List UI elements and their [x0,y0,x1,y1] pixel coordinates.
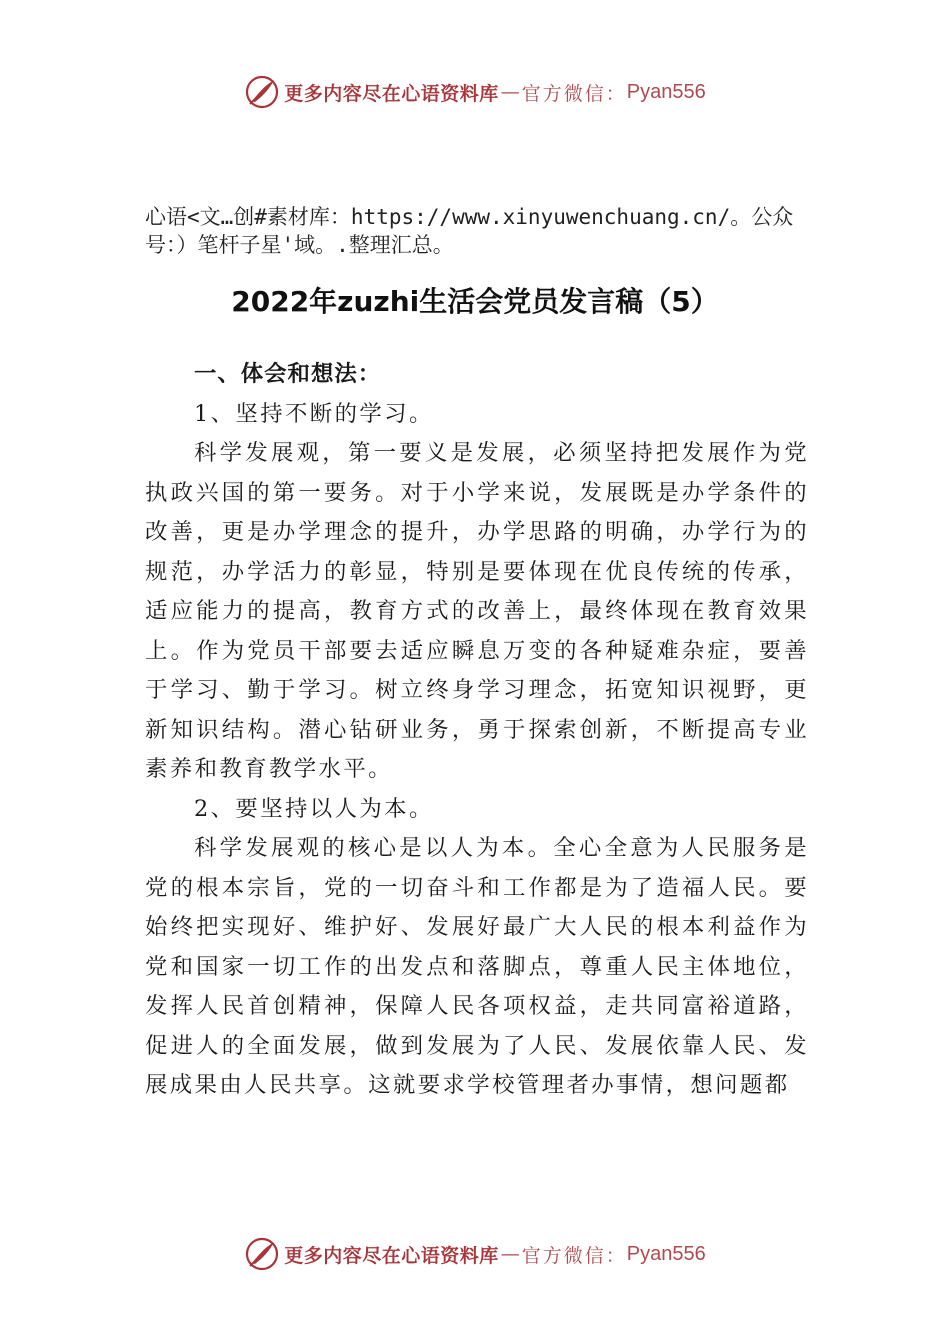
banner-wechat-id: Pyan556 [626,1242,706,1265]
paragraph: 科学发展观，第一要义是发展，必须坚持把发展作为党执政兴国的第一要务。对于小学来说，发展既是办学条件的改善，更是办学理念的提升，办学思路的明确，办学行为的规范，办学活力的彰显，特别是要体现在优良传统的传承，适应能力的提高，教育方式的改善上，最终体现在教育效果上。作为党员干部要去适应瞬息万变的各种疑难杂症，要善于学习、勤于学习。树立终身学习理念，拓宽知识视野，更新知识结构。潜心钻研业务，勇于探索创新，不断提高专业素养和教育教学水平。 [145,440,809,782]
paragraph: 科学发展观的核心是以人为本。全心全意为人民服务是党的根本宗旨，党的一切奋斗和工作都是为了造福人民。要始终把实现好、维护好、发展好最广大人民的根本利益作为党和国家一切工作的出发点和落脚点，尊重人民主体地位，发挥人民首创精神，保障人民各项权益，走共同富裕道路，促进人的全面发展，做到发展为了人民、发展依靠人民、发展成果由人民共享。这就要求学校管理者办事情，想问题都 [145,835,809,1098]
subheading: 2、要坚持以人为本。 [194,795,434,822]
banner-wechat-id: Pyan556 [626,80,706,103]
banner-text: 更多内容尽在心语资料库 [284,82,499,105]
header-banner [0,72,950,112]
quill-pen-logo-icon [244,74,280,110]
banner-separator: — [500,81,520,103]
footer-banner [0,1234,950,1274]
banner-separator: — [500,1243,520,1265]
document-title: 2022年zuzhi生活会党员发言稿（5） [231,285,719,318]
banner-text: 更多内容尽在心语资料库 [284,1244,499,1267]
banner-wechat-label: 官方微信： [521,1244,627,1267]
quill-pen-logo-icon [244,1236,280,1272]
document-body [145,355,809,1106]
subheading: 1、坚持不断的学习。 [194,400,434,427]
source-note: 心语<文…创#素材库：https://www.xinyuwenchuang.cn/。公众号：）笔杆子星'域。.整理汇总。 [145,205,794,257]
banner-wechat-label: 官方微信： [521,82,627,105]
section-heading: 一、体会和想法： [194,361,382,387]
